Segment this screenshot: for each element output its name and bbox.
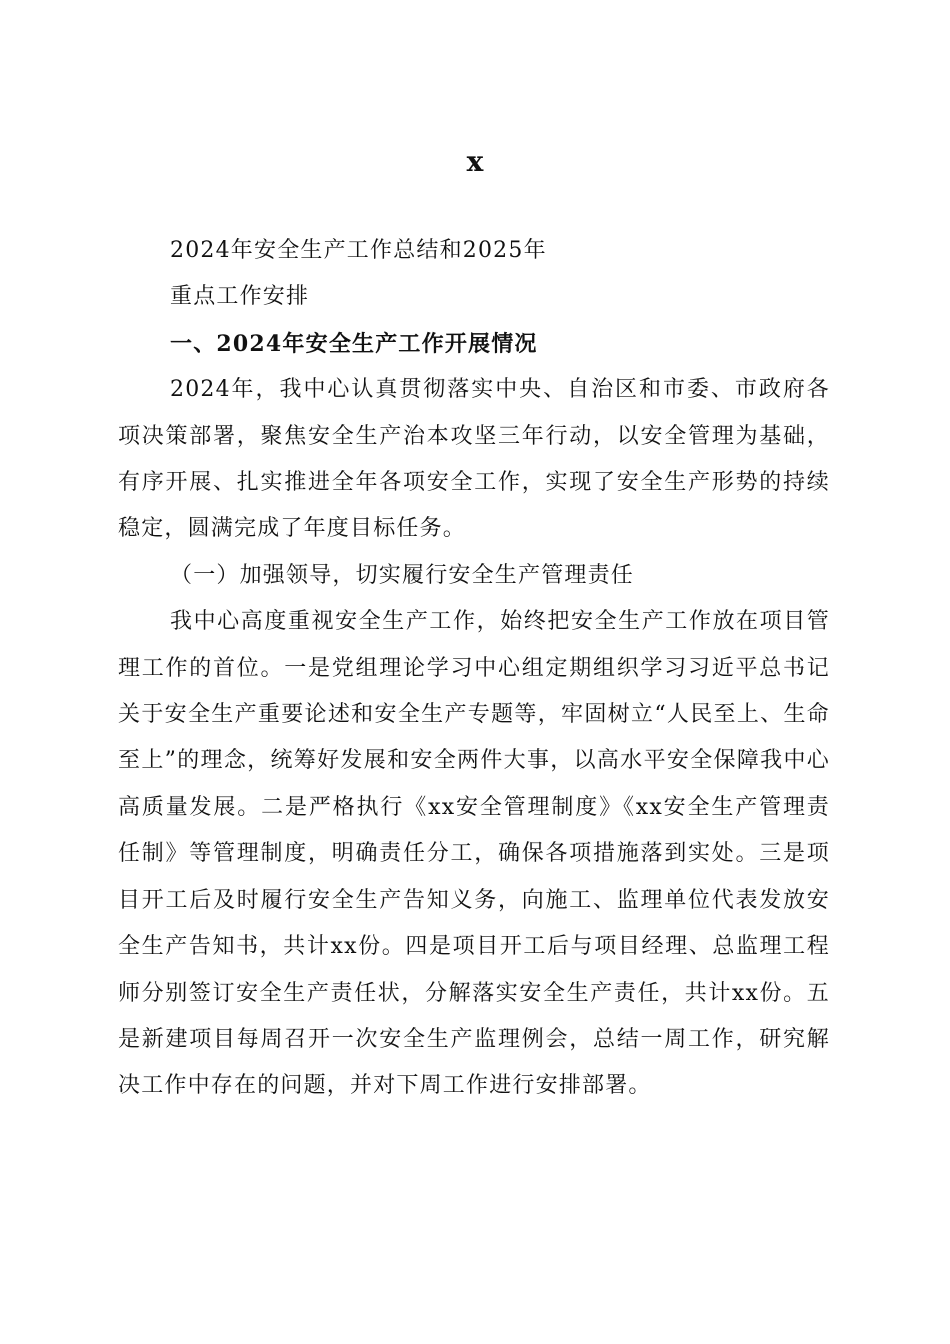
section-1-heading: 一、2024年安全生产工作开展情况 [170, 330, 538, 357]
subsection-1-body-paragraph: 我中心高度重视安全生产工作，始终把安全生产工作放在项目管理工作的首位。一是党组理论学习中心组定期组织学习习近平总书记关于安全生产重要论述和安全生产专题等，牢固树立“人民至上、生命至上”的理念，统筹好发展和安全两件大事，以高水平安全保障我中心高质量发展。二是严格执行《xx安全管理制度》《xx安全生产管理责任制》等管理制度，明确责任分工，确保各项措施落到实处。三是项目开工后及时履行安全生产告知义务，向施工、监理单位代表发放安全生产告知书，共计xx份。四是项目开工后与项目经理、总监理工程师分别签订安全生产责任状，分解落实安全生产责任，共计xx份。五是新建项目每周召开一次安全生产监理例会，总结一周工作，研究解决工作中存在的问题，并对下周工作进行安排部署。 [118, 609, 830, 1099]
document-body [118, 228, 830, 1110]
top-mark: x [466, 145, 484, 178]
document-title-line-2: 重点工作安排 [170, 284, 310, 310]
subsection-1-heading: （一）加强领导，切实履行安全生产管理责任 [170, 562, 635, 588]
document-title-line-1: 2024年安全生产工作总结和2025年 [170, 238, 547, 263]
section-1-intro-paragraph: 2024年，我中心认真贯彻落实中央、自治区和市委、市政府各项决策部署，聚焦安全生产治本攻坚三年行动，以安全管理为基础，有序开展、扎实推进全年各项安全工作，实现了安全生产形势的持续稳定，圆满完成了年度目标任务。 [118, 377, 830, 542]
